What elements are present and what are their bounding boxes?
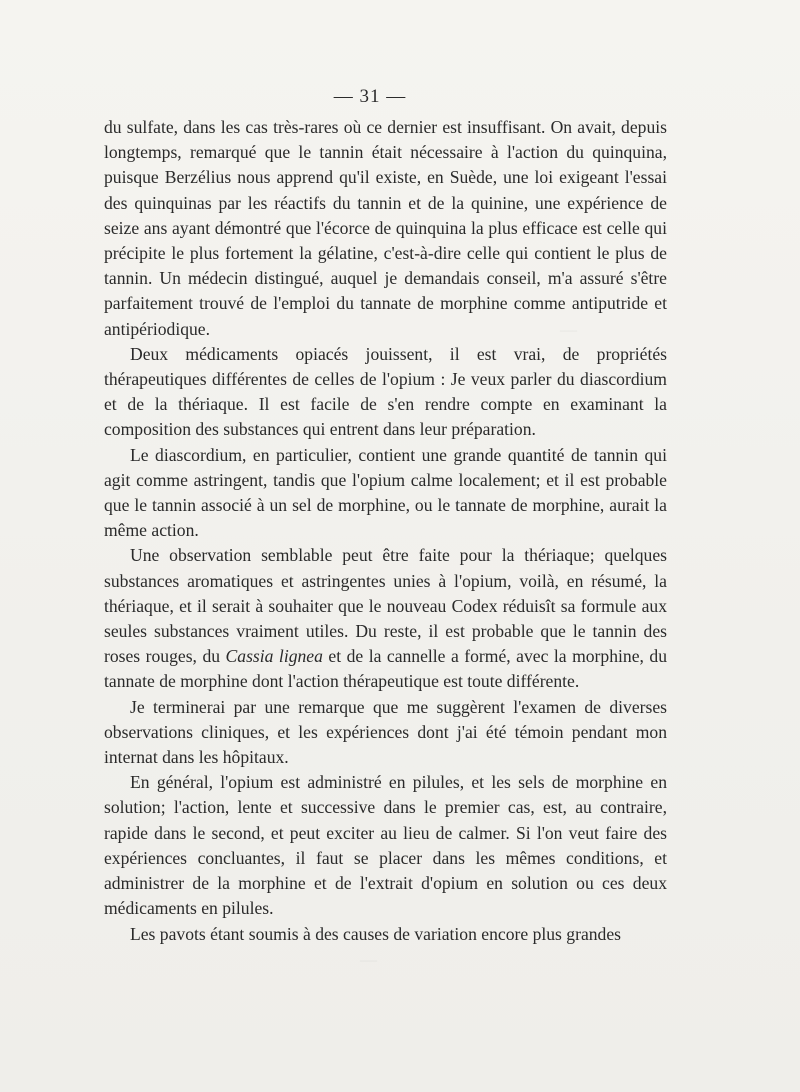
paragraph-4-text-after: et de la cannelle a formé, avec la morphine, du tannate de morphine dont l'action thérapeutique est toute différente. [104, 646, 667, 692]
paragraph-1: du sulfate, dans les cas très-rares où ce dernier est insuffisant. On avait, depuis longtemps, remarqué que le tannin était nécessaire à l'action du quinquina, puisque Berzélius nous apprend qu'il existe, en Suède, une loi exigeant l'essai des quinquinas par les réactifs du tannin et de la quinine, une expérience de seize ans ayant démontré que l'écorce de quinquina la plus efficace est celle qui précipite le plus fortement la gélatine, c'est-à-dire celle qui contient le plus de tannin. Un médecin distingué, auquel je demandais conseil, m'a assuré s'être parfaitement trouvé de l'emploi du tannate de morphine comme antiputride et antipériodique. [104, 117, 667, 339]
paragraph-4-italic-term: Cassia lignea [225, 646, 323, 667]
paragraph-6: En général, l'opium est administré en pilules, et les sels de morphine en solution; l'action, lente et successive dans le premier cas, est, au contraire, rapide dans le second, et peut exciter au lieu de calmer. Si l'on veut faire des expériences concluantes, il faut se placer dans les mêmes conditions, et administrer de la morphine et de l'extrait d'opium en solution ou ces deux médicaments en pilules. [104, 772, 667, 919]
paragraph-2: Deux médicaments opiacés jouissent, il est vrai, de propriétés thérapeutiques différentes de celles de l'opium : Je veux parler du diascordium et de la thériaque. Il est facile de s'en rendre compte en examinant la composition des substances qui entrent dans leur préparation. [104, 343, 667, 440]
show-through-texture: — [560, 320, 577, 339]
paragraph-7: Les pavots étant soumis à des causes de variation encore plus grandes [130, 923, 622, 944]
paragraph-3: Le diascordium, en particulier, contient une grande quantité de tannin qui agit comme astringent, tandis que l'opium calme localement; et il est probable que le tannin associé à un sel de morphine, ou le tannate de morphine, aurait la même action. [104, 444, 667, 541]
paragraph-4 [104, 543, 667, 694]
body-text [104, 115, 667, 947]
paragraph-4-text-before: Une observation semblable peut être faite pour la thériaque; quelques substances aromatiques et astringentes unies à l'opium, voilà, en résumé, la thériaque, et il serait à souhaiter que le nouveau Codex réduisît sa formule aux seules substances vraiment utiles. Du reste, il est probable que le tannin des roses rouges, du [104, 545, 667, 667]
show-through-texture: — [360, 950, 377, 969]
paragraph-5: Je terminerai par une remarque que me suggèrent l'examen de diverses observations cliniques, et les expériences dont j'ai été témoin pendant mon internat dans les hôpitaux. [104, 696, 667, 768]
page-number: — 31 — [333, 86, 407, 107]
